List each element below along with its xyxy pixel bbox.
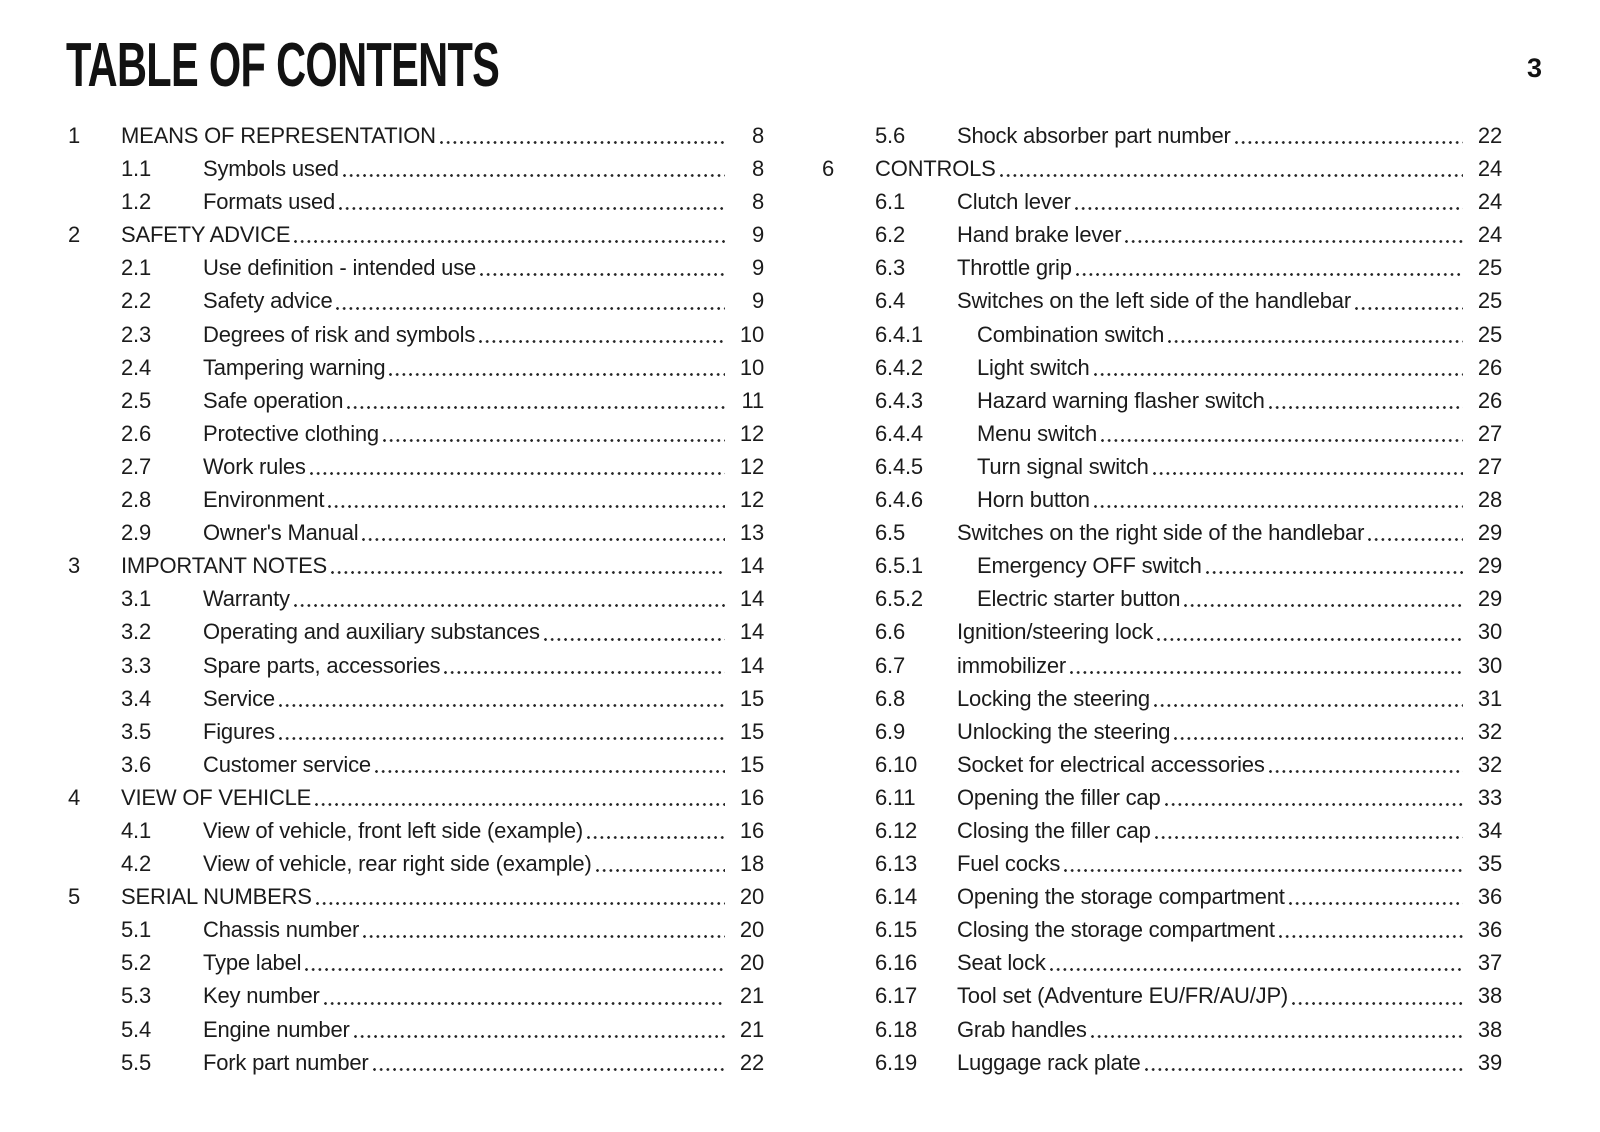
toc-entry — [68, 913, 764, 946]
toc-entry-title: Shock absorber part number — [957, 123, 1231, 148]
dot-leader — [332, 284, 730, 317]
toc-entry-page: 9 — [751, 288, 764, 314]
toc-entry-page: 28 — [1477, 487, 1502, 513]
dot-leader — [1180, 582, 1468, 615]
page-title: TABLE OF CONTENTS — [66, 31, 500, 100]
toc-entry — [68, 185, 764, 218]
toc-entry-title: Turn signal switch — [977, 453, 1149, 479]
dot-leader — [476, 251, 730, 284]
dot-leader — [290, 218, 730, 251]
toc-entry-title: IMPORTANT NOTES — [121, 553, 328, 579]
toc-entry-number: 3.1 — [121, 586, 151, 612]
toc-entry-number: 6.4.1 — [875, 321, 923, 347]
toc-entry — [822, 979, 1502, 1012]
dot-leader — [1097, 417, 1468, 450]
dot-leader — [583, 814, 730, 847]
toc-entry — [68, 979, 764, 1012]
toc-entry-title: Chassis number — [203, 917, 360, 943]
toc-entry — [822, 417, 1502, 450]
toc-entry-page: 34 — [1477, 817, 1502, 843]
toc-entry-number: 2.7 — [121, 453, 151, 479]
toc-entry-number: 6 — [822, 156, 835, 182]
toc-entry-page: 8 — [751, 189, 764, 215]
toc-entry-number: 3 — [68, 553, 81, 579]
toc-entry-page: 30 — [1477, 652, 1502, 678]
toc-entry-number: 6.5.2 — [875, 586, 923, 612]
toc-entry-page: 22 — [739, 1049, 764, 1075]
dot-leader — [359, 913, 730, 946]
toc-entry-number: 6.2 — [875, 222, 905, 248]
dot-leader — [1231, 119, 1468, 152]
toc-entry-number: 6.8 — [875, 685, 905, 711]
toc-entry-number: 4.2 — [121, 851, 151, 877]
toc-entry-page: 32 — [1477, 718, 1502, 744]
toc-entry — [68, 1013, 764, 1046]
toc-entry-number: 6.11 — [875, 784, 916, 810]
toc-entry-title: Locking the steering — [957, 685, 1150, 711]
toc-entry-title: Closing the storage compartment — [957, 917, 1275, 943]
toc-entry-title: CONTROLS — [875, 156, 996, 182]
dot-leader — [1364, 516, 1468, 549]
toc-entry-page: 12 — [739, 420, 764, 446]
toc-entry — [68, 351, 764, 384]
toc-entry-title: Throttle grip — [957, 255, 1072, 281]
toc-entry-page: 29 — [1477, 520, 1502, 546]
dot-leader — [1164, 318, 1468, 351]
toc-entry — [68, 417, 764, 450]
toc-entry-title: View of vehicle, rear right side (example) — [203, 851, 592, 877]
toc-entry — [68, 516, 764, 549]
toc-entry-title: Symbols used — [203, 156, 339, 182]
toc-entry-page: 32 — [1477, 751, 1502, 777]
toc-entry-number: 6.3 — [875, 255, 905, 281]
toc-entry-page: 14 — [739, 586, 764, 612]
toc-column-right — [822, 119, 1502, 1079]
toc-entry-page: 30 — [1477, 619, 1502, 645]
toc-entry-title: SAFETY ADVICE — [121, 222, 291, 248]
toc-entry-page: 14 — [739, 553, 764, 579]
toc-entry-page: 21 — [739, 983, 764, 1009]
toc-entry-page: 31 — [1477, 685, 1502, 711]
toc-entry-number: 6.13 — [875, 851, 918, 877]
toc-entry-title: Key number — [203, 983, 320, 1009]
toc-entry — [68, 318, 764, 351]
toc-entry-page: 38 — [1477, 983, 1502, 1009]
toc-entry-title: Unlocking the steering — [957, 718, 1171, 744]
dot-leader — [1275, 913, 1468, 946]
toc-entry-title: Type label — [203, 950, 302, 976]
toc-entry-number: 5.5 — [121, 1049, 151, 1075]
toc-entry-number: 3.6 — [121, 751, 151, 777]
toc-entry-title: View of vehicle, front left side (example) — [203, 817, 584, 843]
toc-entry-number: 2.2 — [121, 288, 151, 314]
toc-entry-page: 9 — [751, 255, 764, 281]
dot-leader — [1288, 979, 1468, 1012]
toc-entry-number: 2.9 — [121, 520, 151, 546]
toc-entry — [68, 1046, 764, 1079]
toc-entry-number: 1.2 — [121, 189, 151, 215]
toc-entry-title: Tool set (Adventure EU/FR/AU/JP) — [957, 983, 1289, 1009]
toc-entry-page: 8 — [751, 123, 764, 148]
toc-entry-page: 16 — [739, 817, 764, 843]
dot-leader — [436, 119, 730, 152]
toc-entry — [822, 715, 1502, 748]
toc-entry-number: 2 — [68, 222, 81, 248]
toc-entry — [822, 615, 1502, 648]
toc-entry-title: Operating and auxiliary substances — [203, 619, 540, 645]
toc-entry-number: 2.6 — [121, 420, 151, 446]
toc-entry — [68, 715, 764, 748]
toc-entry — [822, 185, 1502, 218]
toc-entry-number: 6.17 — [875, 983, 918, 1009]
toc-entry-page: 20 — [739, 884, 764, 910]
toc-entry-title: Tampering warning — [203, 354, 386, 380]
toc-entry-number: 5.4 — [121, 1016, 151, 1042]
page-number: 3 — [1526, 53, 1542, 83]
dot-leader — [343, 384, 730, 417]
dot-leader — [1265, 384, 1468, 417]
toc-entry-title: Owner's Manual — [203, 520, 359, 546]
toc-entry-page: 27 — [1477, 420, 1502, 446]
toc-entry — [68, 152, 764, 185]
toc-entry-page: 22 — [1477, 123, 1502, 148]
toc-entry-title: Light switch — [977, 354, 1090, 380]
dot-leader — [1060, 847, 1468, 880]
dot-leader — [1087, 1013, 1468, 1046]
toc-entry-page: 21 — [739, 1016, 764, 1042]
toc-entry — [822, 847, 1502, 880]
toc-entry — [822, 913, 1502, 946]
dot-leader — [385, 351, 730, 384]
toc-entry-number: 6.4.5 — [875, 453, 923, 479]
toc-entry-number: 6.5.1 — [875, 553, 923, 579]
dot-leader — [1161, 781, 1468, 814]
toc-entry — [68, 615, 764, 648]
toc-entry — [822, 649, 1502, 682]
dot-leader — [440, 649, 730, 682]
dot-leader — [1151, 814, 1468, 847]
toc-entry-title: Fork part number — [203, 1049, 369, 1075]
dot-leader — [311, 781, 730, 814]
toc-entry-page: 12 — [739, 453, 764, 479]
toc-column-left — [68, 119, 764, 1079]
dot-leader — [1090, 351, 1468, 384]
toc-entry-page: 35 — [1477, 851, 1502, 877]
toc-entry-title: Service — [203, 685, 275, 711]
toc-entry-title: Grab handles — [957, 1016, 1087, 1042]
toc-entry — [822, 582, 1502, 615]
dot-leader — [306, 450, 730, 483]
toc-entry-number: 6.1 — [875, 189, 905, 215]
toc-entry — [68, 450, 764, 483]
toc-entry — [822, 1046, 1502, 1079]
dot-leader — [369, 1046, 730, 1079]
toc-entry-title: Menu switch — [977, 420, 1098, 446]
toc-entry — [68, 847, 764, 880]
dot-leader — [290, 582, 730, 615]
toc-entry — [822, 781, 1502, 814]
toc-entry-title: Warranty — [203, 586, 290, 612]
dot-leader — [1121, 218, 1468, 251]
toc-entry-number: 5.1 — [121, 917, 151, 943]
toc-entry-number: 6.7 — [875, 652, 905, 678]
toc-entry-page: 27 — [1477, 453, 1502, 479]
toc-entry — [822, 284, 1502, 317]
toc-entry-title: MEANS OF REPRESENTATION — [121, 123, 436, 148]
toc-entry-page: 38 — [1477, 1016, 1502, 1042]
toc-entry-page: 24 — [1477, 156, 1502, 182]
dot-leader — [371, 748, 730, 781]
toc-entry-number: 6.4.3 — [875, 387, 923, 413]
toc-entry-title: Work rules — [203, 453, 306, 479]
toc-entry-title: Seat lock — [957, 950, 1046, 976]
toc-entry — [68, 483, 764, 516]
toc-entry-number: 5.6 — [875, 123, 905, 148]
toc-entry-title: Hazard warning flasher switch — [977, 387, 1265, 413]
toc-entry-page: 26 — [1477, 387, 1502, 413]
toc-entry-page: 25 — [1477, 255, 1502, 281]
toc-entry — [68, 649, 764, 682]
toc-entry-number: 4.1 — [121, 817, 151, 843]
toc-entry-title: Safety advice — [203, 288, 333, 314]
toc-entry — [822, 946, 1502, 979]
dot-leader — [327, 549, 730, 582]
toc-entry-number: 2.5 — [121, 387, 151, 413]
toc-entry-number: 5.2 — [121, 950, 151, 976]
dot-leader — [312, 880, 730, 913]
dot-leader — [1351, 284, 1468, 317]
toc-entry-number: 6.4 — [875, 288, 905, 314]
toc-entry-title: Environment — [203, 487, 325, 513]
toc-entry-page: 9 — [751, 222, 764, 248]
toc-entry-page: 13 — [739, 520, 764, 546]
toc-entry-page: 15 — [739, 685, 764, 711]
toc-entry-page: 25 — [1477, 288, 1502, 314]
dot-leader — [1072, 251, 1468, 284]
toc-entry-title: Socket for electrical accessories — [957, 751, 1265, 777]
toc-entry-title: Emergency OFF switch — [977, 553, 1202, 579]
toc-entry-page: 36 — [1477, 917, 1502, 943]
toc-entry — [822, 152, 1502, 185]
toc-entry — [68, 384, 764, 417]
toc-entry-title: Luggage rack plate — [957, 1049, 1141, 1075]
toc-entry-title: Closing the filler cap — [957, 817, 1151, 843]
toc-entry-number: 6.10 — [875, 751, 918, 777]
toc-entry-number: 6.14 — [875, 884, 918, 910]
dot-leader — [1285, 880, 1468, 913]
dot-leader — [339, 152, 730, 185]
toc-entry-title: Ignition/steering lock — [957, 619, 1154, 645]
dot-leader — [1066, 649, 1468, 682]
dot-leader — [996, 152, 1468, 185]
toc-entry-number: 4 — [68, 784, 81, 810]
dot-leader — [1090, 483, 1468, 516]
toc-entry-number: 6.6 — [875, 619, 905, 645]
dot-leader — [1150, 682, 1468, 715]
toc-entry — [68, 781, 764, 814]
dot-leader — [1265, 748, 1468, 781]
toc-entry-page: 24 — [1477, 222, 1502, 248]
toc-entry — [68, 284, 764, 317]
toc-entry-title: Electric starter button — [977, 586, 1181, 612]
toc-entry — [68, 748, 764, 781]
toc-entry-title: Hand brake lever — [957, 222, 1122, 248]
toc-entry-number: 6.12 — [875, 817, 918, 843]
dot-leader — [379, 417, 730, 450]
toc-entry-number: 3.2 — [121, 619, 151, 645]
dot-leader — [1141, 1046, 1468, 1079]
toc-entry — [822, 814, 1502, 847]
toc-entry-number: 1 — [68, 123, 81, 148]
toc-entry-number: 6.16 — [875, 950, 918, 976]
toc-entry-number: 6.5 — [875, 520, 905, 546]
toc-entry-number: 3.4 — [121, 685, 151, 711]
dot-leader — [301, 946, 730, 979]
toc-entry — [68, 946, 764, 979]
dot-leader — [1071, 185, 1468, 218]
toc-entry-page: 36 — [1477, 884, 1502, 910]
toc-entry-number: 6.4.6 — [875, 487, 923, 513]
toc-entry — [822, 549, 1502, 582]
toc-entry-title: Combination switch — [977, 321, 1165, 347]
toc-entry — [822, 682, 1502, 715]
toc-entry-page: 15 — [739, 751, 764, 777]
toc-entry-page: 14 — [739, 619, 764, 645]
toc-entry-title: Customer service — [203, 751, 371, 777]
toc-entry-title: immobilizer — [957, 652, 1067, 678]
toc-entry-title: Horn button — [977, 487, 1090, 513]
toc-entry-number: 6.4.2 — [875, 354, 923, 380]
toc-entry — [822, 218, 1502, 251]
toc-entry — [68, 682, 764, 715]
toc-entry-number: 2.3 — [121, 321, 151, 347]
toc-entry-title: Clutch lever — [957, 189, 1071, 215]
toc-entry-title: Engine number — [203, 1016, 350, 1042]
toc-entry — [68, 880, 764, 913]
dot-leader — [275, 682, 730, 715]
toc-entry-page: 20 — [739, 917, 764, 943]
toc-entry-page: 24 — [1477, 189, 1502, 215]
toc-entry — [822, 450, 1502, 483]
dot-leader — [1149, 450, 1468, 483]
toc-entry — [822, 351, 1502, 384]
toc-entry-title: Switches on the right side of the handlebar — [957, 520, 1365, 546]
dot-leader — [275, 715, 730, 748]
toc-entry — [68, 218, 764, 251]
toc-entry-page: 14 — [739, 652, 764, 678]
dot-leader — [320, 979, 730, 1012]
toc-entry-number: 1.1 — [121, 156, 151, 182]
toc-entry — [822, 1013, 1502, 1046]
toc-entry-title: Use definition - intended use — [203, 255, 477, 281]
dot-leader — [1153, 615, 1468, 648]
dot-leader — [475, 318, 730, 351]
toc-entry-page: 33 — [1477, 784, 1502, 810]
toc-entry-title: Figures — [203, 718, 275, 744]
toc-entry — [68, 582, 764, 615]
toc-entry-title: Protective clothing — [203, 420, 379, 446]
toc-entry-number: 5.3 — [121, 983, 151, 1009]
toc-entry-title: Opening the filler cap — [957, 784, 1161, 810]
toc-entry — [68, 549, 764, 582]
toc-entry — [68, 814, 764, 847]
dot-leader — [350, 1013, 730, 1046]
toc-entry-number: 2.4 — [121, 354, 151, 380]
toc-entry-title: SERIAL NUMBERS — [121, 884, 312, 910]
toc-entry-page: 25 — [1477, 321, 1502, 347]
toc-entry-page: 8 — [751, 156, 764, 182]
toc-entry-number: 2.8 — [121, 487, 151, 513]
toc-entry-title: Formats used — [203, 189, 336, 215]
toc-entry-title: VIEW OF VEHICLE — [121, 784, 312, 810]
toc-entry-number: 5 — [68, 884, 81, 910]
toc-entry-page: 20 — [739, 950, 764, 976]
toc-entry-title: Safe operation — [203, 387, 344, 413]
toc-entry — [822, 119, 1502, 152]
dot-leader — [358, 516, 730, 549]
dot-leader — [592, 847, 730, 880]
toc-entry-page: 15 — [739, 718, 764, 744]
toc-entry-page: 29 — [1477, 586, 1502, 612]
toc-entry-page: 29 — [1477, 553, 1502, 579]
toc-entry-page: 10 — [739, 354, 764, 380]
toc-entry-number: 6.9 — [875, 718, 905, 744]
toc-entry-page: 16 — [739, 784, 764, 810]
toc-entry-title: Spare parts, accessories — [203, 652, 441, 678]
toc-entry-page: 26 — [1477, 354, 1502, 380]
toc-entry — [68, 251, 764, 284]
toc-entry — [68, 119, 764, 152]
toc-entry-page: 39 — [1477, 1049, 1502, 1075]
toc-entry — [822, 318, 1502, 351]
dot-leader — [1202, 549, 1468, 582]
dot-leader — [335, 185, 730, 218]
toc-entry — [822, 748, 1502, 781]
toc-entry-number: 6.19 — [875, 1049, 918, 1075]
toc-entry-title: Degrees of risk and symbols — [203, 321, 476, 347]
toc-entry-number: 6.18 — [875, 1016, 918, 1042]
dot-leader — [1046, 946, 1468, 979]
toc-entry-title: Switches on the left side of the handlebar — [957, 288, 1351, 314]
toc-entry-number: 2.1 — [121, 255, 151, 281]
toc-entry-page: 12 — [739, 487, 764, 513]
toc-entry-title: Fuel cocks — [957, 851, 1061, 877]
toc-entry-number: 6.15 — [875, 917, 918, 943]
toc-entry-page: 10 — [739, 321, 764, 347]
toc-entry-page: 11 — [741, 387, 764, 413]
toc-entry-number: 6.4.4 — [875, 420, 923, 446]
dot-leader — [540, 615, 730, 648]
toc-entry-title: Opening the storage compartment — [957, 884, 1285, 910]
toc-entry — [822, 516, 1502, 549]
toc-entry-page: 18 — [739, 851, 764, 877]
toc-entry — [822, 251, 1502, 284]
toc-entry-page: 37 — [1477, 950, 1502, 976]
toc-entry-number: 3.3 — [121, 652, 151, 678]
toc-entry — [822, 880, 1502, 913]
dot-leader — [324, 483, 730, 516]
toc-entry — [822, 384, 1502, 417]
toc-entry-number: 3.5 — [121, 718, 151, 744]
dot-leader — [1170, 715, 1468, 748]
toc-entry — [822, 483, 1502, 516]
